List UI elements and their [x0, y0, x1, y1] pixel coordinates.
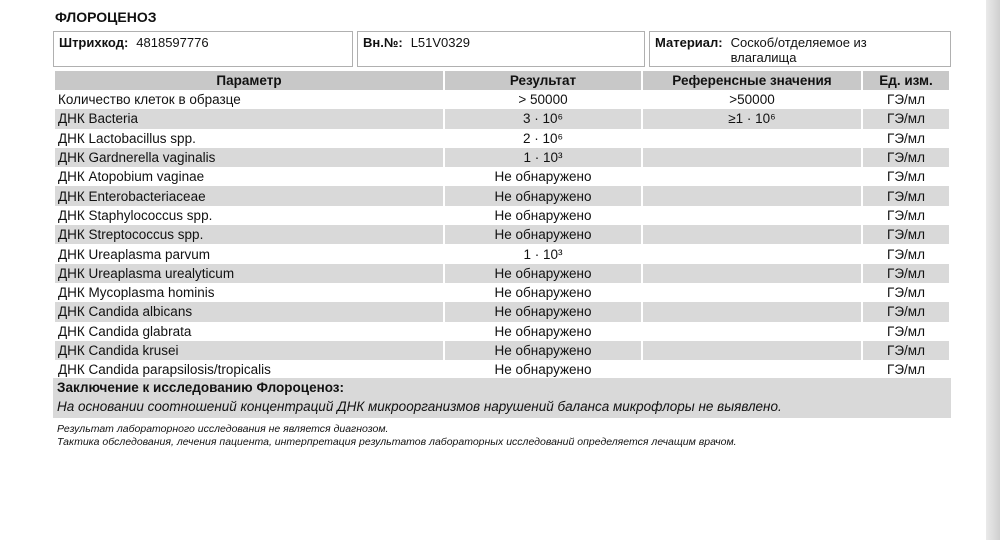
- cell-unit: ГЭ/мл: [863, 148, 949, 167]
- table-row: [55, 109, 949, 128]
- material-label: Материал:: [655, 35, 723, 50]
- cell-parameter: ДНК Bacteria: [55, 109, 443, 128]
- cell-unit: ГЭ/мл: [863, 167, 949, 186]
- cell-unit: ГЭ/мл: [863, 283, 949, 302]
- cell-result: Не обнаружено: [445, 322, 641, 341]
- cell-reference: [643, 225, 861, 244]
- table-row: [55, 322, 949, 341]
- table-row: [55, 148, 949, 167]
- cell-unit: ГЭ/мл: [863, 341, 949, 360]
- conclusion-text: На основании соотношений концентраций ДНК микроорганизмов нарушений баланса микрофлоры не выявлено.: [57, 399, 782, 414]
- cell-result: Не обнаружено: [445, 206, 641, 225]
- footnote: Результат лабораторного исследования не является диагнозом.: [57, 423, 389, 435]
- report-title: ФЛОРОЦЕНОЗ: [55, 9, 157, 25]
- page-edge: [986, 0, 1000, 540]
- cell-unit: ГЭ/мл: [863, 186, 949, 205]
- cell-parameter: ДНК Candida parapsilosis/tropicalis: [55, 360, 443, 379]
- cell-result: 1 · 10³: [445, 244, 641, 263]
- cell-parameter: ДНК Atopobium vaginae: [55, 167, 443, 186]
- cell-parameter: ДНК Lactobacillus spp.: [55, 129, 443, 148]
- cell-reference: [643, 341, 861, 360]
- barcode-value: 4818597776: [136, 35, 209, 50]
- cell-result: 1 · 10³: [445, 148, 641, 167]
- cell-unit: ГЭ/мл: [863, 264, 949, 283]
- header-parameter: Параметр: [55, 71, 443, 90]
- cell-unit: ГЭ/мл: [863, 90, 949, 109]
- header-unit: Ед. изм.: [863, 71, 949, 90]
- table-row: [55, 360, 949, 379]
- table-row: [55, 186, 949, 205]
- cell-parameter: ДНК Candida krusei: [55, 341, 443, 360]
- cell-result: Не обнаружено: [445, 264, 641, 283]
- internal-number-box: [357, 31, 645, 67]
- cell-reference: [643, 206, 861, 225]
- material-value: Соскоб/отделяемое из влагалища: [730, 35, 867, 65]
- cell-unit: ГЭ/мл: [863, 302, 949, 321]
- table-row: [55, 167, 949, 186]
- cell-reference: [643, 264, 861, 283]
- cell-result: 2 · 10⁶: [445, 129, 641, 148]
- cell-reference: >50000: [643, 90, 861, 109]
- internal-number-value: L51V0329: [410, 35, 470, 50]
- cell-reference: ≥1 · 10⁶: [643, 109, 861, 128]
- table-row: [55, 341, 949, 360]
- cell-parameter: ДНК Mycoplasma hominis: [55, 283, 443, 302]
- footnote: Тактика обследования, лечения пациента, интерпретация результатов лабораторных исследований определяется лечащим врачом.: [57, 436, 737, 448]
- barcode-label: Штрихкод:: [59, 35, 129, 50]
- cell-unit: ГЭ/мл: [863, 322, 949, 341]
- cell-parameter: ДНК Candida glabrata: [55, 322, 443, 341]
- table-row: [55, 283, 949, 302]
- cell-reference: [643, 167, 861, 186]
- header-result: Результат: [445, 71, 641, 90]
- cell-reference: [643, 283, 861, 302]
- cell-parameter: ДНК Streptococcus spp.: [55, 225, 443, 244]
- cell-reference: [643, 186, 861, 205]
- cell-parameter: ДНК Gardnerella vaginalis: [55, 148, 443, 167]
- conclusion-block: [53, 378, 951, 418]
- cell-unit: ГЭ/мл: [863, 129, 949, 148]
- footnotes: [57, 423, 737, 449]
- table-row: [55, 225, 949, 244]
- cell-result: Не обнаружено: [445, 341, 641, 360]
- cell-result: Не обнаружено: [445, 186, 641, 205]
- cell-reference: [643, 302, 861, 321]
- conclusion-title: Заключение к исследованию Флороценоз:: [57, 380, 345, 395]
- barcode-box: [53, 31, 353, 67]
- cell-parameter: ДНК Enterobacteriaceae: [55, 186, 443, 205]
- cell-reference: [643, 244, 861, 263]
- cell-unit: ГЭ/мл: [863, 360, 949, 379]
- cell-parameter: ДНК Staphylococcus spp.: [55, 206, 443, 225]
- cell-parameter: ДНК Ureaplasma urealyticum: [55, 264, 443, 283]
- cell-parameter: Количество клеток в образце: [55, 90, 443, 109]
- internal-number-label: Вн.№:: [363, 35, 403, 50]
- table-row: [55, 244, 949, 263]
- cell-unit: ГЭ/мл: [863, 244, 949, 263]
- table-header-row: [55, 71, 949, 90]
- cell-unit: ГЭ/мл: [863, 206, 949, 225]
- cell-result: > 50000: [445, 90, 641, 109]
- cell-result: Не обнаружено: [445, 360, 641, 379]
- cell-parameter: ДНК Ureaplasma parvum: [55, 244, 443, 263]
- table-row: [55, 264, 949, 283]
- cell-reference: [643, 129, 861, 148]
- table-row: [55, 90, 949, 109]
- header-reference: Референсные значения: [643, 71, 861, 90]
- table-row: [55, 129, 949, 148]
- table-row: [55, 206, 949, 225]
- table-row: [55, 302, 949, 321]
- cell-result: Не обнаружено: [445, 225, 641, 244]
- cell-parameter: ДНК Candida albicans: [55, 302, 443, 321]
- cell-unit: ГЭ/мл: [863, 109, 949, 128]
- material-box: [649, 31, 951, 67]
- results-table: [53, 71, 951, 379]
- cell-result: 3 · 10⁶: [445, 109, 641, 128]
- cell-result: Не обнаружено: [445, 283, 641, 302]
- cell-reference: [643, 360, 861, 379]
- cell-reference: [643, 148, 861, 167]
- cell-reference: [643, 322, 861, 341]
- cell-unit: ГЭ/мл: [863, 225, 949, 244]
- cell-result: Не обнаружено: [445, 167, 641, 186]
- cell-result: Не обнаружено: [445, 302, 641, 321]
